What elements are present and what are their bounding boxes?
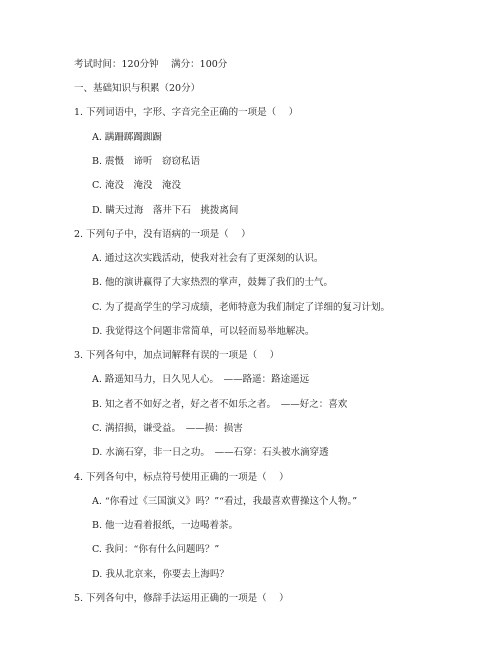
question-1-option-a: A. 蹒跚踯躅踟蹰 (92, 132, 162, 143)
question-1-option-c: C. 淹没 淹没 淹没 (92, 180, 181, 191)
question-2-option-d: D. 我觉得这个问题非常简单，可以轻而易举地解决。 (92, 326, 315, 337)
question-4-option-d: D. 我从北京来，你要去上海吗？ (92, 569, 229, 580)
question-1-option-b: B. 震慑 谛听 窃窃私语 (92, 156, 201, 167)
section-title: 一、基础知识与积累（20分） (74, 83, 201, 94)
exam-info: 考试时间：120分钟 满分：100分 (74, 59, 228, 70)
question-3-option-b: B. 知之者不如好之者，好之者不如乐之者。 ——好之：喜欢 (92, 399, 348, 410)
question-4-option-c: C. 我问：“你有什么问题吗？” (92, 544, 220, 555)
question-2-stem: 2. 下列句子中，没有语病的一项是（ ） (74, 229, 251, 240)
question-2-option-a: A. 通过这次实践活动，使我对社会有了更深刻的认识。 (92, 253, 324, 264)
question-4-option-a: A. “你看过《三国演义》吗？”“看过，我最喜欢曹操这个人物。” (92, 496, 358, 507)
question-2-option-c: C. 为了提高学生的学习成绩，老师特意为我们制定了详细的复习计划。 (92, 302, 390, 313)
question-3-option-c: C. 满招损，谦受益。 ——损：损害 (92, 423, 243, 434)
question-3-stem: 3. 下列各句中，加点词解释有误的一项是（ ） (74, 350, 280, 361)
question-3-option-a: A. 路遥知马力，日久见人心。 ——路遥：路途遥远 (92, 374, 310, 385)
question-3-option-d: D. 水滴石穿，非一日之功。 ——石穿：石头被水滴穿透 (92, 447, 329, 458)
question-5-stem: 5. 下列各句中，修辞手法运用正确的一项是（ ） (74, 593, 289, 604)
question-2-option-b: B. 他的演讲赢得了大家热烈的掌声，鼓舞了我们的士气。 (92, 277, 334, 288)
question-1-stem: 1. 下列词语中，字形、字音完全正确的一项是（ ） (74, 107, 299, 118)
question-1-option-d: D. 瞒天过海 落井下石 挑拨离间 (92, 205, 239, 216)
question-4-stem: 4. 下列各句中，标点符号使用正确的一项是（ ） (74, 472, 289, 483)
question-4-option-b: B. 他一边看着报纸，一边喝着茶。 (92, 520, 239, 531)
